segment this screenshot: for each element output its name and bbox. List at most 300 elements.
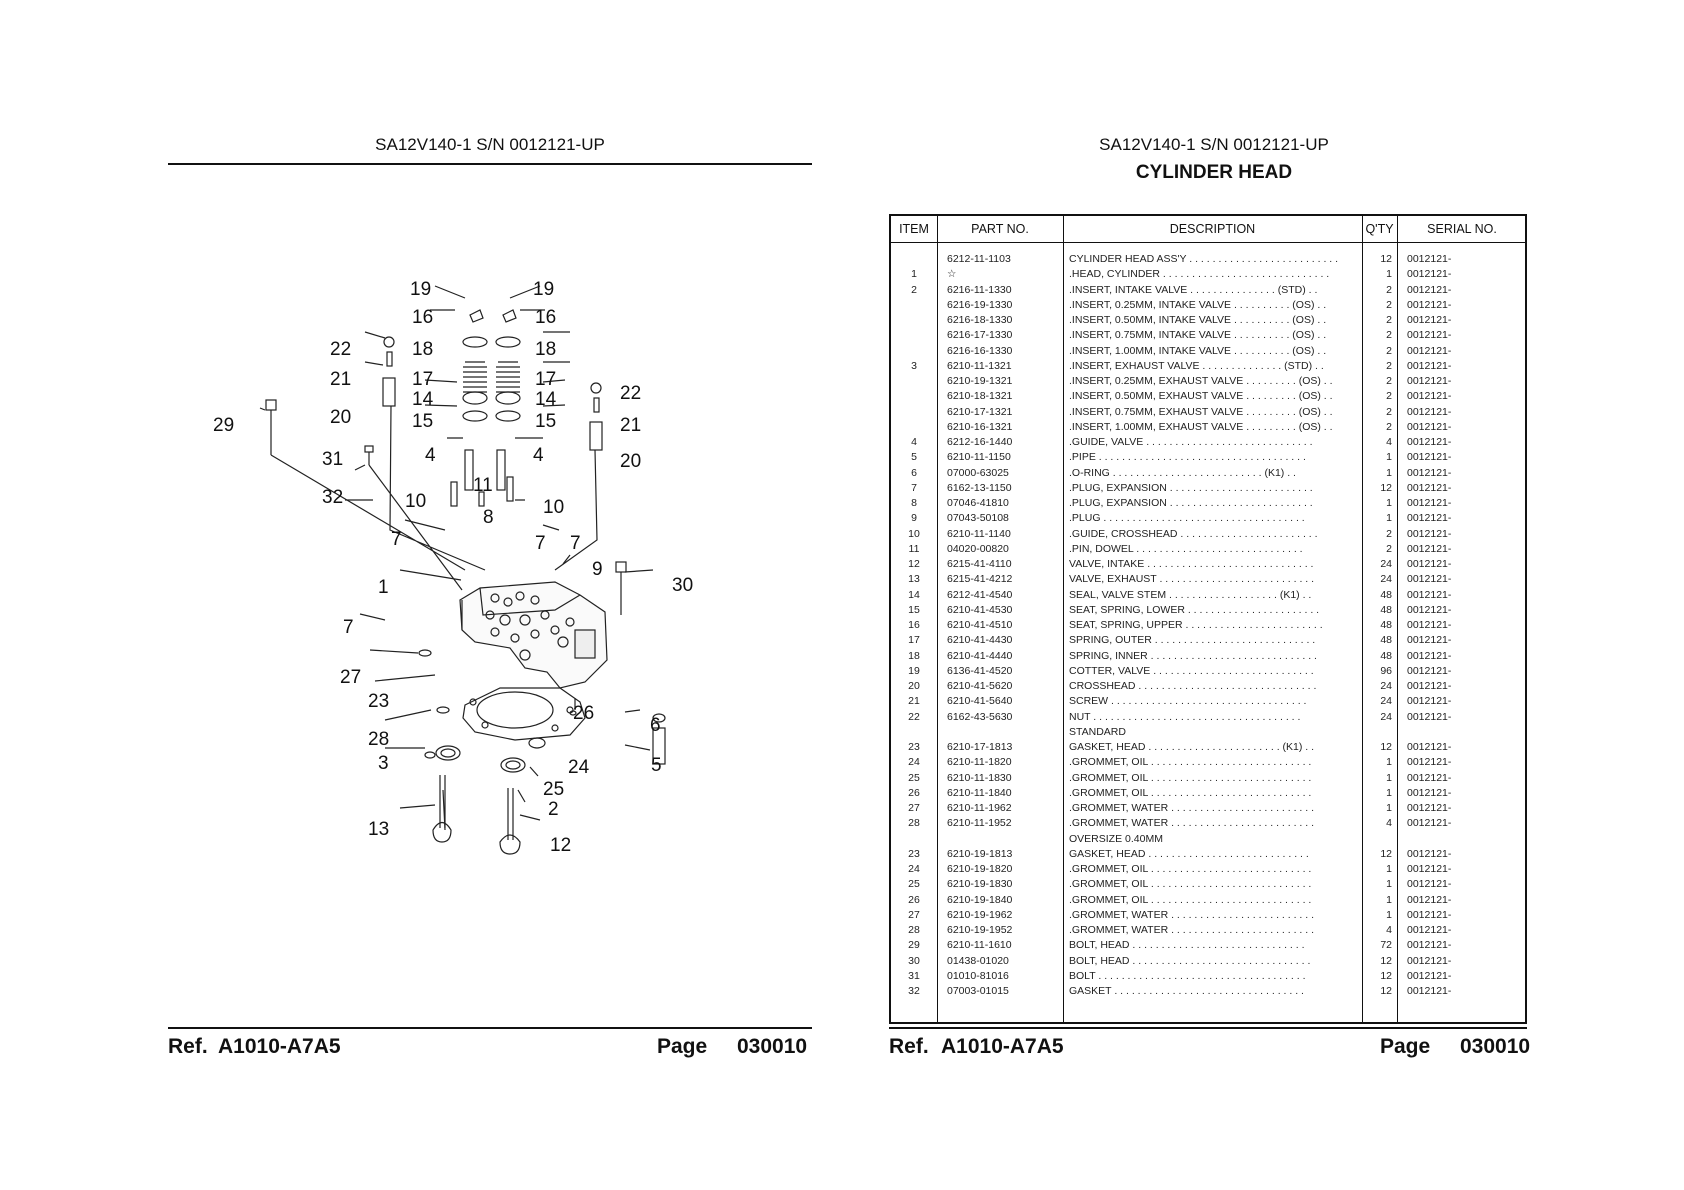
row-serial-no: 0012121- (1407, 527, 1452, 540)
row-qty: 1 (1386, 771, 1392, 784)
row-qty: 24 (1380, 695, 1392, 708)
row-qty: 2 (1386, 344, 1392, 357)
row-qty: 24 (1380, 710, 1392, 723)
row-serial-no: 0012121- (1407, 695, 1452, 708)
row-serial-no: 0012121- (1407, 466, 1452, 479)
row-part-no: 07003-01015 (947, 985, 1009, 997)
right-footer-ref-label: Ref. (889, 1035, 929, 1058)
row-serial-no: 0012121- (1407, 314, 1452, 326)
row-item: 24 (908, 863, 920, 875)
row-serial-no: 0012121- (1407, 344, 1452, 357)
callout-number: 1 (378, 577, 389, 598)
row-qty: 24 (1380, 573, 1392, 586)
row-item: 12 (908, 558, 920, 570)
row-description: .GROMMET, OIL . . . . . . . . . . . . . . . . . . . . . . . . . . . . (1069, 878, 1312, 891)
row-qty: 1 (1386, 268, 1392, 281)
row-serial-no: 0012121- (1407, 405, 1452, 418)
row-serial-no: 0012121- (1407, 817, 1452, 830)
left-footer-rule (168, 1027, 812, 1029)
callout-number: 4 (533, 445, 544, 466)
row-qty: 2 (1386, 314, 1392, 326)
page-title: CYLINDER HEAD (1135, 162, 1293, 183)
left-footer-page-label: Page (657, 1035, 708, 1058)
callout-number: 6 (650, 715, 661, 736)
row-item: 27 (908, 908, 920, 921)
row-qty: 2 (1386, 359, 1392, 372)
callout-number: 22 (330, 339, 352, 360)
row-description: .INSERT, 0.50MM, EXHAUST VALVE . . . . . . . . . (OS) . . (1069, 390, 1333, 403)
row-item: 2 (911, 283, 917, 296)
row-item: 32 (908, 985, 920, 997)
table-row (891, 618, 1525, 633)
callout-number: 7 (391, 529, 402, 550)
row-qty: 2 (1386, 375, 1392, 387)
table-row (891, 527, 1525, 542)
row-part-no: 6210-11-1962 (947, 802, 1012, 814)
callout-number: 21 (620, 415, 642, 436)
right-footer-page-label: Page (1380, 1035, 1431, 1058)
callout-number: 3 (378, 753, 389, 774)
row-item: 8 (911, 497, 917, 509)
row-part-no: 6210-41-4530 (947, 603, 1013, 616)
callout-number: 7 (343, 617, 354, 638)
row-description: .GROMMET, WATER . . . . . . . . . . . . . . . . . . . . . . . . . (1069, 817, 1315, 830)
row-qty: 1 (1386, 893, 1392, 906)
row-serial-no: 0012121- (1407, 680, 1452, 692)
row-part-no: 6212-11-1103 (947, 253, 1011, 265)
row-description: COTTER, VALVE . . . . . . . . . . . . . . . . . . . . . . . . . . . . (1069, 664, 1314, 677)
row-part-no: 6215-41-4212 (947, 573, 1013, 586)
row-serial-no: 0012121- (1407, 420, 1452, 433)
row-item: 7 (911, 481, 917, 494)
row-qty: 12 (1380, 985, 1392, 997)
row-part-no: 07046-41810 (947, 497, 1009, 509)
callout-number: 15 (535, 411, 557, 432)
row-part-no: 6210-11-1830 (947, 771, 1012, 784)
row-description: .PIN, DOWEL . . . . . . . . . . . . . . . . . . . . . . . . . . . . . (1069, 542, 1303, 555)
row-item: 31 (908, 969, 920, 982)
row-description: SEAT, SPRING, LOWER . . . . . . . . . . . . . . . . . . . . . . . (1069, 603, 1320, 616)
row-qty: 1 (1386, 802, 1392, 814)
row-description: .INSERT, 0.25MM, EXHAUST VALVE . . . . . . . . . (OS) . . (1069, 375, 1333, 387)
table-row (891, 862, 1525, 877)
row-qty: 4 (1386, 924, 1392, 936)
callout-number: 17 (412, 369, 434, 390)
table-row (891, 252, 1525, 267)
table-row (891, 740, 1525, 755)
row-qty: 2 (1386, 390, 1392, 403)
callout-number: 19 (533, 279, 555, 300)
row-serial-no: 0012121- (1407, 847, 1452, 860)
row-description: STANDARD (1069, 725, 1126, 738)
row-description: .PLUG, EXPANSION . . . . . . . . . . . . . . . . . . . . . . . . . (1069, 497, 1313, 509)
row-serial-no: 0012121- (1407, 771, 1452, 784)
callout-number: 16 (412, 307, 434, 328)
row-item: 5 (911, 451, 917, 464)
row-part-no: 6210-17-1813 (947, 741, 1013, 753)
table-row (891, 511, 1525, 526)
column-header-description: DESCRIPTION (1169, 222, 1256, 236)
callout-number: 25 (543, 779, 565, 800)
column-header-part-no: PART NO. (971, 222, 1029, 236)
row-part-no: 6216-17-1330 (947, 329, 1013, 342)
row-description: .GROMMET, WATER . . . . . . . . . . . . . . . . . . . . . . . . . (1069, 908, 1315, 921)
row-description: .INSERT, 1.00MM, EXHAUST VALVE . . . . . . . . . (OS) . . (1069, 420, 1333, 433)
table-row (891, 267, 1525, 282)
row-item: 4 (911, 436, 917, 448)
left-page-header: SA12V140-1 S/N 0012121-UP (375, 135, 605, 154)
table-row (891, 679, 1525, 694)
row-serial-no: 0012121- (1407, 634, 1452, 647)
row-description: SEAL, VALVE STEM . . . . . . . . . . . . . . . . . . . (K1) . . (1069, 588, 1312, 601)
column-header-serial-no: SERIAL NO. (1427, 222, 1497, 236)
left-footer-page-value: 030010 (737, 1035, 808, 1058)
row-part-no: 6210-11-1952 (947, 817, 1012, 830)
callout-number: 24 (568, 757, 590, 778)
row-qty: 1 (1386, 466, 1392, 479)
table-row (891, 603, 1525, 618)
table-row (891, 435, 1525, 450)
row-qty: 24 (1380, 558, 1392, 570)
callout-number: 5 (651, 755, 662, 776)
row-item: 20 (908, 680, 920, 692)
row-part-no: 6215-41-4110 (947, 558, 1012, 570)
column-header-item: ITEM (899, 222, 929, 236)
row-part-no: 6210-19-1952 (947, 924, 1013, 936)
row-description: GASKET . . . . . . . . . . . . . . . . . . . . . . . . . . . . . . . . . (1069, 985, 1304, 997)
row-qty: 12 (1380, 847, 1392, 860)
row-qty: 2 (1386, 542, 1392, 555)
row-item: 14 (908, 588, 920, 601)
row-serial-no: 0012121- (1407, 756, 1452, 769)
row-serial-no: 0012121- (1407, 863, 1452, 875)
right-page-header: SA12V140-1 S/N 0012121-UP (1099, 135, 1329, 154)
table-row (891, 557, 1525, 572)
row-item: 23 (908, 847, 920, 860)
row-qty: 12 (1380, 969, 1392, 982)
callout-number: 2 (548, 799, 559, 820)
row-part-no: 6210-18-1321 (947, 390, 1013, 403)
row-item: 15 (908, 603, 920, 616)
right-footer-rule (889, 1027, 1527, 1029)
row-part-no: 04020-00820 (947, 542, 1009, 555)
row-item: 26 (908, 893, 920, 906)
row-description: .GUIDE, CROSSHEAD . . . . . . . . . . . . . . . . . . . . . . . . (1069, 527, 1318, 540)
left-footer-ref-label: Ref. (168, 1035, 208, 1058)
row-part-no: 6210-41-4430 (947, 634, 1013, 647)
row-qty: 48 (1380, 634, 1392, 647)
row-qty: 1 (1386, 786, 1392, 799)
row-part-no: 6210-19-1962 (947, 908, 1013, 921)
row-item: 28 (908, 817, 920, 830)
row-description: BOLT, HEAD . . . . . . . . . . . . . . . . . . . . . . . . . . . . . . (1069, 939, 1305, 952)
row-serial-no: 0012121- (1407, 741, 1452, 753)
row-item: 26 (908, 786, 920, 799)
row-qty: 1 (1386, 863, 1392, 875)
row-serial-no: 0012121- (1407, 603, 1452, 616)
callout-number: 23 (368, 691, 390, 712)
row-description: GASKET, HEAD . . . . . . . . . . . . . . . . . . . . . . . (K1) . . (1069, 741, 1315, 753)
row-item: 17 (908, 634, 920, 647)
row-description: .INSERT, 0.50MM, INTAKE VALVE . . . . . . . . . . (OS) . . (1069, 314, 1327, 326)
row-serial-no: 0012121- (1407, 375, 1452, 387)
row-description: CYLINDER HEAD ASS'Y . . . . . . . . . . . . . . . . . . . . . . . . . . (1069, 253, 1339, 265)
row-description: GASKET, HEAD . . . . . . . . . . . . . . . . . . . . . . . . . . . . (1069, 847, 1309, 860)
row-qty: 2 (1386, 329, 1392, 342)
column-header-qty: Q'TY (1365, 222, 1394, 236)
row-part-no: 6210-19-1321 (947, 375, 1013, 387)
row-qty: 2 (1386, 298, 1392, 311)
table-row (891, 496, 1525, 511)
row-description: .PLUG . . . . . . . . . . . . . . . . . . . . . . . . . . . . . . . . . . . (1069, 512, 1305, 525)
row-qty: 1 (1386, 451, 1392, 464)
row-description: .PIPE . . . . . . . . . . . . . . . . . . . . . . . . . . . . . . . . . . . . (1069, 451, 1306, 464)
row-qty: 48 (1380, 588, 1392, 601)
table-row (891, 405, 1525, 420)
table-row (891, 954, 1525, 969)
row-description: .GROMMET, OIL . . . . . . . . . . . . . . . . . . . . . . . . . . . . (1069, 863, 1312, 875)
row-serial-no: 0012121- (1407, 969, 1452, 982)
row-serial-no: 0012121- (1407, 908, 1452, 921)
callout-number: 16 (535, 307, 557, 328)
row-item: 19 (908, 664, 920, 677)
callout-number: 20 (330, 407, 352, 428)
row-serial-no: 0012121- (1407, 786, 1452, 799)
row-part-no: 6210-11-1150 (947, 451, 1011, 464)
row-item: 29 (908, 939, 920, 952)
table-row (891, 710, 1525, 725)
row-serial-no: 0012121- (1407, 710, 1452, 723)
table-row (891, 420, 1525, 435)
row-qty: 1 (1386, 756, 1392, 769)
table-row (891, 923, 1525, 938)
row-qty: 48 (1380, 619, 1392, 631)
row-description: .INSERT, 1.00MM, INTAKE VALVE . . . . . . . . . . (OS) . . (1069, 344, 1327, 357)
row-description: VALVE, INTAKE . . . . . . . . . . . . . . . . . . . . . . . . . . . . . (1069, 558, 1314, 570)
table-row (891, 938, 1525, 953)
row-part-no: 6210-41-5620 (947, 680, 1013, 692)
table-row (891, 313, 1525, 328)
row-serial-no: 0012121- (1407, 573, 1452, 586)
left-footer-ref-value: A1010-A7A5 (218, 1035, 341, 1058)
row-part-no: ☆ (947, 268, 957, 281)
callout-number: 26 (573, 703, 595, 724)
row-part-no: 6162-43-5630 (947, 710, 1013, 723)
row-serial-no: 0012121- (1407, 878, 1452, 891)
row-part-no: 6216-16-1330 (947, 344, 1013, 357)
callout-number: 9 (592, 559, 603, 580)
row-serial-no: 0012121- (1407, 649, 1452, 662)
row-qty: 96 (1380, 664, 1392, 677)
callout-number: 14 (412, 389, 434, 410)
table-row (891, 359, 1525, 374)
callout-number: 13 (368, 819, 390, 840)
row-item: 1 (911, 268, 917, 281)
callout-number: 30 (672, 575, 694, 596)
callout-number: 4 (425, 445, 436, 466)
row-description: .O-RING . . . . . . . . . . . . . . . . . . . . . . . . . . (K1) . . (1069, 466, 1296, 479)
table-row (891, 466, 1525, 481)
row-description: OVERSIZE 0.40MM (1069, 832, 1163, 845)
row-part-no: 6212-16-1440 (947, 436, 1013, 448)
row-serial-no: 0012121- (1407, 985, 1452, 997)
row-qty: 2 (1386, 405, 1392, 418)
row-part-no: 01010-81016 (947, 969, 1009, 982)
table-row (891, 908, 1525, 923)
row-description: .GROMMET, OIL . . . . . . . . . . . . . . . . . . . . . . . . . . . . (1069, 771, 1312, 784)
row-part-no: 6210-41-5640 (947, 695, 1013, 708)
row-part-no: 07000-63025 (947, 466, 1009, 479)
row-part-no: 6210-11-1820 (947, 756, 1012, 769)
table-row (891, 984, 1525, 999)
row-serial-no: 0012121- (1407, 512, 1452, 525)
row-serial-no: 0012121- (1407, 558, 1452, 570)
row-qty: 12 (1380, 741, 1392, 753)
row-description: SCREW . . . . . . . . . . . . . . . . . . . . . . . . . . . . . . . . . . (1069, 695, 1307, 708)
table-row (891, 542, 1525, 557)
right-footer-ref-value: A1010-A7A5 (941, 1035, 1064, 1058)
callout-number: 20 (620, 451, 642, 472)
row-serial-no: 0012121- (1407, 451, 1452, 464)
row-description: .HEAD, CYLINDER . . . . . . . . . . . . . . . . . . . . . . . . . . . . . (1069, 268, 1330, 281)
row-part-no: 6210-16-1321 (947, 420, 1013, 433)
row-qty: 48 (1380, 649, 1392, 662)
table-row (891, 344, 1525, 359)
callout-number: 21 (330, 369, 352, 390)
row-item: 11 (908, 542, 920, 555)
row-serial-no: 0012121- (1407, 390, 1452, 403)
row-item: 13 (908, 573, 920, 586)
row-serial-no: 0012121- (1407, 619, 1452, 631)
row-serial-no: 0012121- (1407, 253, 1452, 265)
row-description: .GROMMET, WATER . . . . . . . . . . . . . . . . . . . . . . . . . (1069, 802, 1315, 814)
row-serial-no: 0012121- (1407, 268, 1452, 281)
table-row (891, 588, 1525, 603)
left-header-rule (168, 163, 812, 165)
row-part-no: 01438-01020 (947, 954, 1009, 967)
row-description: .GROMMET, OIL . . . . . . . . . . . . . . . . . . . . . . . . . . . . (1069, 756, 1312, 769)
row-part-no: 6212-41-4540 (947, 588, 1013, 601)
row-serial-no: 0012121- (1407, 283, 1452, 296)
table-row (891, 450, 1525, 465)
row-serial-no: 0012121- (1407, 954, 1452, 967)
right-footer-page-value: 030010 (1460, 1035, 1531, 1058)
row-description: NUT . . . . . . . . . . . . . . . . . . . . . . . . . . . . . . . . . . . . (1069, 710, 1301, 723)
row-part-no: 6210-17-1321 (947, 405, 1013, 418)
row-serial-no: 0012121- (1407, 893, 1452, 906)
row-part-no: 07043-50108 (947, 512, 1009, 525)
row-part-no: 6162-13-1150 (947, 481, 1012, 494)
row-description: SEAT, SPRING, UPPER . . . . . . . . . . . . . . . . . . . . . . . . (1069, 619, 1323, 631)
table-row (891, 816, 1525, 831)
row-qty: 72 (1380, 939, 1392, 952)
table-row (891, 969, 1525, 984)
row-serial-no: 0012121- (1407, 588, 1452, 601)
row-part-no: 6216-11-1330 (947, 283, 1012, 296)
row-description: BOLT, HEAD . . . . . . . . . . . . . . . . . . . . . . . . . . . . . . . (1069, 954, 1311, 967)
callout-number: 29 (213, 415, 235, 436)
row-item: 27 (908, 802, 920, 814)
row-item: 30 (908, 954, 920, 967)
row-serial-no: 0012121- (1407, 664, 1452, 677)
row-qty: 4 (1386, 817, 1392, 830)
callout-number: 14 (535, 389, 557, 410)
row-qty: 2 (1386, 527, 1392, 540)
row-serial-no: 0012121- (1407, 298, 1452, 311)
table-row (891, 771, 1525, 786)
row-part-no: 6210-19-1820 (947, 863, 1013, 875)
row-serial-no: 0012121- (1407, 924, 1452, 936)
row-description: SPRING, INNER . . . . . . . . . . . . . . . . . . . . . . . . . . . . . (1069, 649, 1317, 662)
exploded-parts-diagram (213, 270, 765, 930)
row-description: VALVE, EXHAUST . . . . . . . . . . . . . . . . . . . . . . . . . . . (1069, 573, 1315, 586)
row-serial-no: 0012121- (1407, 542, 1452, 555)
row-item: 24 (908, 756, 920, 769)
table-row (891, 832, 1525, 847)
row-item: 16 (908, 619, 920, 631)
row-description: .GROMMET, OIL . . . . . . . . . . . . . . . . . . . . . . . . . . . . (1069, 786, 1312, 799)
row-description: BOLT . . . . . . . . . . . . . . . . . . . . . . . . . . . . . . . . . . . . (1069, 969, 1306, 982)
row-part-no: 6210-41-4440 (947, 649, 1013, 662)
callout-number: 17 (535, 369, 557, 390)
row-item: 3 (911, 359, 917, 372)
row-part-no: 6210-11-1840 (947, 786, 1012, 799)
row-item: 6 (911, 466, 917, 479)
callout-number: 19 (410, 279, 432, 300)
row-description: .PLUG, EXPANSION . . . . . . . . . . . . . . . . . . . . . . . . . (1069, 481, 1313, 494)
table-row (891, 374, 1525, 389)
row-qty: 2 (1386, 420, 1392, 433)
row-item: 18 (908, 649, 920, 662)
callout-number: 8 (483, 507, 494, 528)
row-serial-no: 0012121- (1407, 436, 1452, 448)
row-description: SPRING, OUTER . . . . . . . . . . . . . . . . . . . . . . . . . . . . (1069, 634, 1316, 647)
callout-number: 22 (620, 383, 642, 404)
row-part-no: 6210-11-1321 (947, 359, 1012, 372)
row-part-no: 6210-19-1830 (947, 878, 1013, 891)
parts-table (889, 214, 1527, 1024)
callout-number: 18 (412, 339, 434, 360)
row-qty: 12 (1380, 481, 1392, 494)
row-qty: 4 (1386, 436, 1392, 448)
callout-number: 10 (405, 491, 427, 512)
row-qty: 12 (1380, 253, 1392, 265)
row-serial-no: 0012121- (1407, 939, 1452, 952)
row-description: .INSERT, 0.75MM, INTAKE VALVE . . . . . . . . . . (OS) . . (1069, 329, 1327, 342)
row-description: .INSERT, 0.25MM, INTAKE VALVE . . . . . . . . . . (OS) . . (1069, 298, 1327, 311)
row-description: .GROMMET, OIL . . . . . . . . . . . . . . . . . . . . . . . . . . . . (1069, 893, 1312, 906)
row-qty: 1 (1386, 878, 1392, 891)
table-row (891, 801, 1525, 816)
row-item: 23 (908, 741, 920, 753)
table-row (891, 328, 1525, 343)
callout-number: 11 (473, 475, 493, 496)
table-row (891, 877, 1525, 892)
row-part-no: 6136-41-4520 (947, 664, 1013, 677)
callout-number: 7 (570, 533, 581, 554)
table-row (891, 283, 1525, 298)
row-item: 22 (908, 710, 920, 723)
row-serial-no: 0012121- (1407, 497, 1452, 509)
row-description: .INSERT, INTAKE VALVE . . . . . . . . . . . . . . . (STD) . . (1069, 283, 1318, 296)
row-description: .GROMMET, WATER . . . . . . . . . . . . . . . . . . . . . . . . . (1069, 924, 1315, 936)
table-row (891, 755, 1525, 770)
row-serial-no: 0012121- (1407, 481, 1452, 494)
callout-number: 12 (550, 835, 572, 856)
row-qty: 1 (1386, 497, 1392, 509)
row-part-no: 6210-41-4510 (947, 619, 1013, 631)
callout-number: 31 (322, 449, 344, 470)
